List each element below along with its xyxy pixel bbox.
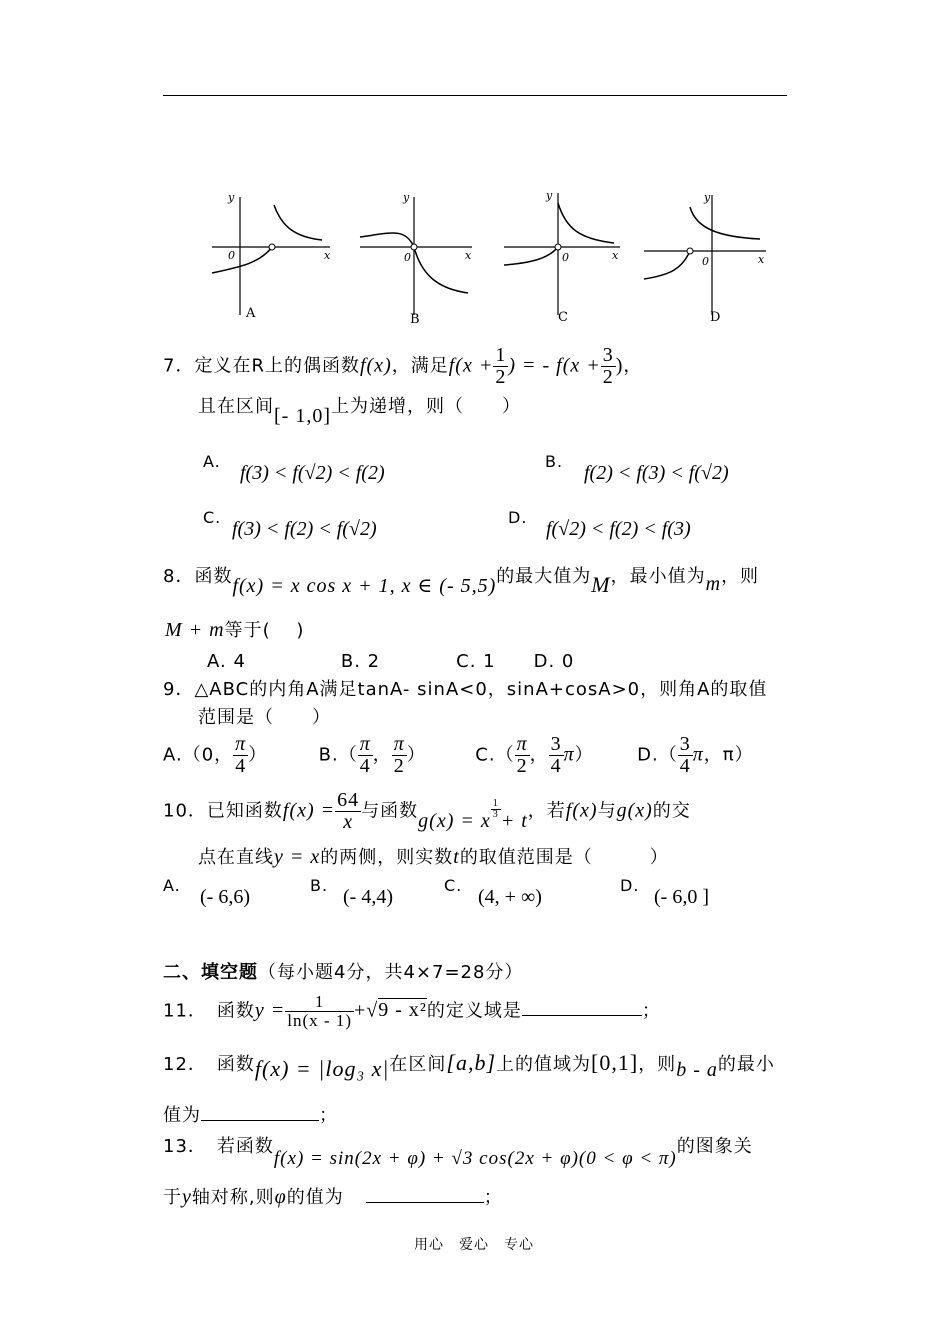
q9-d-frac: $\frac{3}{4}$ (679, 733, 691, 777)
graph-a-curve-right (274, 205, 322, 240)
q11-number: 11． 函数 (163, 1000, 255, 1022)
q12-answer-blank[interactable] (201, 1102, 319, 1121)
q9-d-post: ，π） (703, 744, 754, 766)
q7-option-b: f(2) < f(3) < f(√2) (584, 462, 729, 484)
q9-options (163, 734, 754, 777)
q9-c-pre: C.（ (475, 744, 515, 766)
header-rule (163, 95, 787, 96)
q12-interval1: [a,b] (446, 1050, 497, 1075)
section-2-title: 二、填空题 (163, 962, 258, 983)
q8-text3: ，则 (721, 566, 760, 587)
graph-b-y-label: y (403, 191, 410, 204)
q7-option-d: f(√2) < f(2) < f(3) (546, 518, 691, 540)
q9-b-post: ） (406, 744, 426, 766)
graph-c-label: C (558, 310, 568, 325)
q10-f2: f(x) (565, 799, 598, 822)
q8-m: m (705, 573, 722, 595)
graph-b-open-point (411, 244, 417, 250)
q8-options: A. 4 B. 2 C. 1 D. 0 (207, 651, 575, 672)
q12-text3: ，则 (638, 1054, 677, 1075)
q8-text4: 等于( ) (224, 620, 305, 641)
graph-a-y-label: y (228, 191, 235, 204)
q13-end: ； (483, 1187, 503, 1208)
q12-text4: 的最小 (717, 1054, 775, 1075)
q11-end: ； (641, 1000, 661, 1022)
q10-gtail: + t (500, 809, 528, 832)
q7-text: 定义在R上的偶函数 (194, 355, 360, 377)
q11-plus: + (354, 999, 367, 1022)
q7-line2 (198, 392, 521, 427)
q13-line2-text3: 的值为 (286, 1187, 344, 1208)
q10-option-d: (- 6,0 ] (654, 886, 709, 908)
question-11 (163, 993, 661, 1030)
graph-c-curve-right (558, 203, 614, 243)
graph-c-origin: 0 (562, 251, 569, 264)
q7-frac1: $\frac{1}{2}$ (495, 344, 507, 388)
q9-b-frac2: $\frac{\pi}{2}$ (393, 733, 405, 777)
q13-line2 (163, 1183, 503, 1209)
graph-b-label: B (410, 312, 420, 325)
q12-text2: 上的值域为 (496, 1054, 592, 1075)
q12-text1: 在区间 (389, 1054, 447, 1075)
question-10 (163, 790, 691, 833)
question-13 (163, 1132, 753, 1169)
q10-exponent: $\frac{1}{3}$ (492, 797, 499, 820)
q11-frac: $\frac{1}{\ln(x - 1)}$ (287, 992, 352, 1030)
graph-a (212, 191, 331, 321)
graph-d-y-label: y (704, 191, 711, 204)
q10-frac: $\frac{64}{x}$ (337, 789, 360, 833)
q8-line2 (165, 616, 304, 642)
graph-d-origin: 0 (702, 255, 709, 268)
q7-option-c-label: C. (203, 508, 222, 527)
q7-fx: f(x) (359, 354, 392, 377)
graph-c-y-label: y (546, 189, 553, 202)
q10-option-c-label: C. (444, 876, 463, 895)
page-footer: 用心 爱心 专心 (414, 1237, 534, 1253)
q10-g2: g(x) (616, 799, 653, 822)
q12-ba: b - a (676, 1059, 718, 1081)
q9-line2: 范围是（ ） (198, 707, 331, 728)
graph-b-origin: 0 (404, 251, 411, 264)
graph-b-x-label: x (465, 249, 472, 262)
q13-line2-text: 于 (163, 1187, 182, 1208)
q7-option-d-label: D. (508, 508, 528, 527)
q10-option-b-label: B. (310, 876, 329, 895)
q9-c-post: ） (574, 744, 594, 766)
q9-c-sep: ， (529, 744, 549, 766)
graph-c-x-label: x (612, 249, 619, 262)
graph-a-label: A (246, 306, 256, 321)
q12-interval2: [0,1] (591, 1050, 639, 1075)
graph-d-label: D (710, 310, 721, 325)
q9-b-sep: ， (372, 744, 392, 766)
q10-line2-text: 点在直线 (198, 847, 274, 868)
q13-phi: φ (274, 1186, 287, 1208)
q9-a-pre: A.（0， (163, 744, 234, 766)
q10-line2 (198, 843, 669, 869)
q13-number: 13． 若函数 (163, 1136, 274, 1157)
graph-c-open-point (555, 244, 561, 250)
q10-text3: 与 (597, 800, 617, 822)
q12-number: 12． 函数 (163, 1054, 255, 1075)
graph-b-curve-left (360, 233, 414, 247)
q7-option-b-label: B. (545, 452, 564, 471)
q9-a-post: ） (248, 744, 268, 766)
q10-line2-text2: 的两侧，则实数 (320, 847, 454, 868)
question-8 (163, 562, 760, 597)
q11-text1: 的定义域是 (426, 1000, 522, 1022)
q8-sum: M + m (165, 619, 225, 641)
q10-text4: 的交 (652, 800, 691, 822)
q13-answer-blank[interactable] (366, 1184, 484, 1203)
q7-text3: ， (623, 355, 643, 377)
graph-d-curve-right (690, 207, 760, 239)
q9-b-frac1: $\frac{\pi}{4}$ (359, 733, 371, 777)
graph-b (360, 191, 472, 325)
graph-d-curve-left (644, 251, 690, 279)
q9-c-frac1: $\frac{\pi}{2}$ (516, 733, 528, 777)
q10-t: t (453, 846, 460, 868)
q9-line1: 9．△ABC的内角A满足tanA- sinA<0，sinA+cosA>0，则角A的取值 (163, 679, 768, 700)
q7-option-a: f(3) < f(√2) < f(2) (240, 462, 385, 484)
q7-frac2: $\frac{3}{2}$ (602, 344, 614, 388)
q7-line2-text2: 上为递增，则（ ） (330, 396, 521, 417)
graph-b-curve-right (414, 247, 468, 293)
q12-expr: f(x) = |log₃ x| (254, 1056, 390, 1081)
graph-options (200, 185, 780, 325)
q11-answer-blank[interactable] (522, 997, 642, 1016)
q12-line2-text: 值为 (163, 1105, 201, 1126)
q7-text2: ，满足 (391, 355, 449, 377)
graph-c-curve-left (504, 247, 558, 265)
q10-text1: 与函数 (361, 800, 419, 822)
q11-radicand: 9 - x² (378, 999, 427, 1022)
q10-option-d-label: D. (620, 876, 640, 895)
graph-a-x-label: x (324, 249, 331, 262)
q7-end: ) (615, 354, 624, 377)
q8-number: 8．函数 (163, 566, 233, 587)
q8-text1: 的最大值为 (496, 566, 592, 587)
q7-interval: [- 1,0] (274, 405, 331, 427)
q7-line2-text: 且在区间 (198, 396, 274, 417)
q10-option-a-label: A. (163, 876, 181, 895)
q13-text1: 的图象关 (676, 1136, 753, 1157)
graph-d-x-label: x (758, 253, 765, 266)
q7-number: 7． (163, 355, 195, 377)
graph-a-open-point (269, 244, 275, 250)
q10-option-c: (4, + ∞) (478, 886, 542, 908)
q7-mid: ) = - f(x + (508, 354, 601, 377)
q9-b-pre: B.（ (318, 744, 358, 766)
q10-fx: f(x) = (282, 799, 336, 822)
section-2-heading (163, 958, 523, 984)
q10-line2-text3: 的取值范围是（ ） (459, 847, 669, 868)
graph-d (644, 191, 766, 325)
q8-text2: ，最小值为 (610, 566, 706, 587)
graph-a-curve-left (212, 247, 272, 273)
q11-y: y = (254, 999, 286, 1022)
q7-lhs: f(x + (448, 354, 494, 377)
q9-a-frac: $\frac{\pi}{4}$ (235, 733, 247, 777)
q11-sqrt-sign: √ (366, 999, 379, 1022)
q8-M: M (591, 572, 611, 597)
q7-option-a-label: A. (203, 452, 221, 471)
q12-end: ； (319, 1105, 338, 1126)
q13-line2-text2: 轴对称,则 (191, 1187, 275, 1208)
question-7 (163, 345, 642, 388)
q9-d-pre: D.（ (637, 744, 678, 766)
q8-expr: f(x) = x cos x + 1, x ∈ (- 5,5) (232, 575, 497, 597)
q10-gx: g(x) = x (418, 809, 491, 832)
graph-d-open-point (687, 248, 693, 254)
q9-d-pi: π (692, 743, 704, 766)
question-12 (163, 1050, 775, 1081)
section-2-note: （每小题4分，共4×7=28分） (258, 962, 524, 983)
q10-option-a: (- 6,6) (200, 886, 250, 908)
graph-c (504, 189, 620, 325)
q9-c-frac2: $\frac{3}{4}$ (550, 733, 562, 777)
q10-option-b: (- 4,4) (343, 886, 393, 908)
q13-y: y (182, 1186, 192, 1208)
q10-text2: ，若 (527, 800, 566, 822)
q13-expr: f(x) = sin(2x + φ) + √3 cos(2x + φ)(0 < φ < π) (273, 1148, 677, 1169)
q10-number: 10．已知函数 (163, 800, 283, 822)
graph-a-origin: 0 (228, 249, 235, 262)
q12-line2 (163, 1101, 338, 1127)
q7-option-c: f(3) < f(2) < f(√2) (232, 518, 377, 540)
q9-c-pi: π (563, 743, 575, 766)
q10-line: y = x (274, 846, 321, 868)
